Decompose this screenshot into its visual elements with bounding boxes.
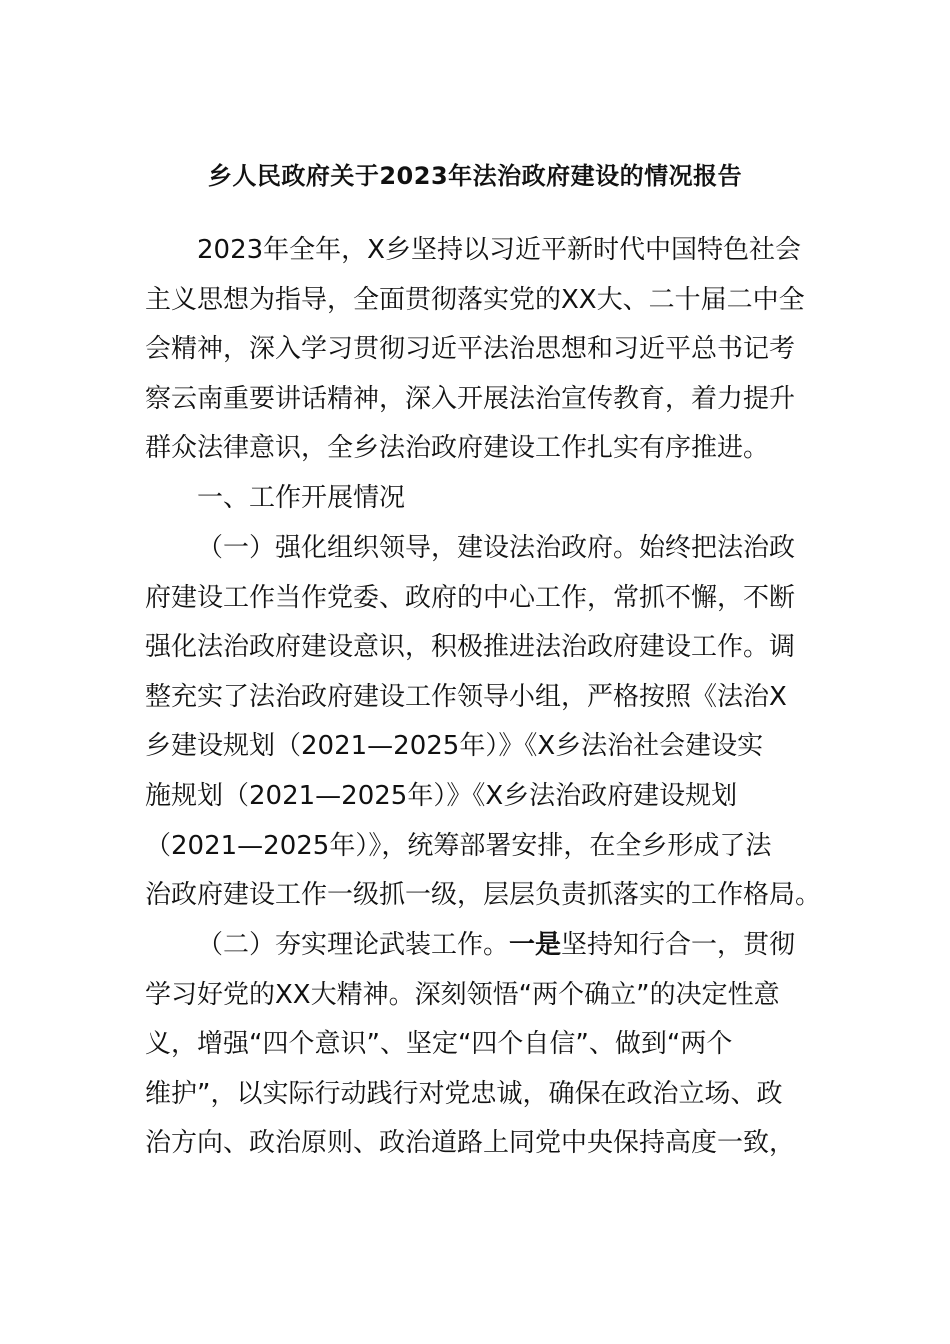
paragraph-line: 乡建设规划（2021—2025年）》《X乡法治社会建设实 — [145, 731, 764, 762]
subsection-1-paragraph — [145, 524, 822, 921]
section-heading-text: 一、工作开展情况 — [197, 483, 406, 513]
paragraph-line — [145, 921, 807, 971]
paragraph-line: 群众法律意识，全乡法治政府建设工作扎实有序推进。 — [145, 433, 770, 464]
subsection-2-heading: （二）夯实理论武装工作。 — [197, 930, 510, 960]
paragraph-line: 主义思想为指导，全面贯彻落实党的XX大、二十届二中全 — [145, 284, 805, 315]
paragraph-line: 治政府建设工作一级抓一级，层层负责抓落实的工作格局。 — [145, 880, 822, 911]
paragraph-text: 坚持知行合一，贯彻 — [561, 930, 796, 960]
paragraph-line: 2023年全年，X乡坚持以习近平新时代中国特色社会 — [197, 235, 801, 265]
paragraph-line: 治方向、政治原则、政治道路上同党中央保持高度一致， — [145, 1128, 796, 1159]
paragraph-line: 义，增强“四个意识”、坚定“四个自信”、做到“两个 — [145, 1029, 733, 1060]
paragraph-line: 会精神，深入学习贯彻习近平法治思想和习近平总书记考 — [145, 334, 796, 365]
paragraph-line: 施规划（2021—2025年）》《X乡法治政府建设规划 — [145, 780, 738, 811]
paragraph-line: 整充实了法治政府建设工作领导小组，严格按照《法治X — [145, 681, 787, 712]
paragraph-line: 察云南重要讲话精神，深入开展法治宣传教育，着力提升 — [145, 383, 796, 414]
paragraph-line: 维护”，以实际行动践行对党忠诚，确保在政治立场、政 — [145, 1078, 783, 1109]
paragraph-line: （2021—2025年）》，统筹部署安排，在全乡形成了法 — [145, 830, 772, 861]
emphasis-text: 一是 — [509, 930, 562, 960]
paragraph-line: 府建设工作当作党委、政府的中心工作，常抓不懈，不断 — [145, 582, 796, 613]
paragraph-line: 学习好党的XX大精神。深刻领悟“两个确立”的决定性意 — [145, 979, 780, 1010]
subsection-2-paragraph — [145, 921, 807, 1169]
paragraph-line: （一）强化组织领导，建设法治政府。始终把法治政 — [197, 533, 796, 563]
section-heading — [145, 474, 807, 524]
intro-paragraph — [145, 226, 807, 474]
document-title: 乡人民政府关于2023年法治政府建设的情况报告 — [207, 162, 743, 190]
paragraph-line: 强化法治政府建设意识，积极推进法治政府建设工作。调 — [145, 632, 796, 663]
